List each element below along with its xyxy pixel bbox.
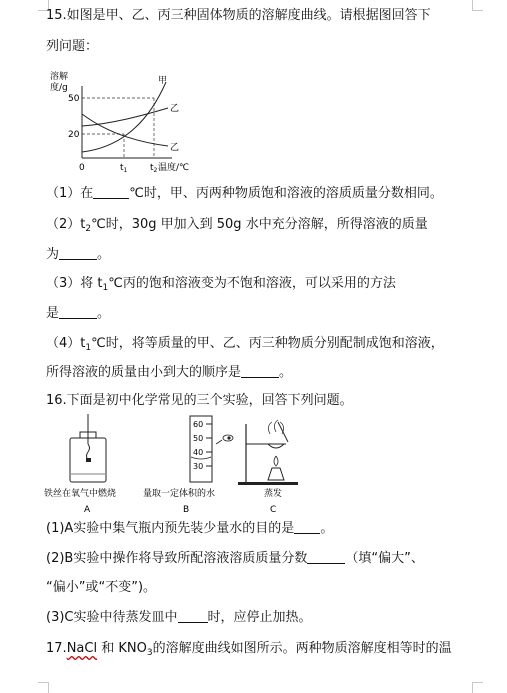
q15-part-4-cont-prefix: 所得溶液的质量由小到大的顺序是 (46, 365, 242, 380)
page-corner-mark (472, 682, 483, 693)
subscript: 3 (146, 648, 153, 658)
q15-part-1 (46, 185, 443, 203)
chart-x-tick-t1: $t_1$ (120, 163, 128, 174)
q17-text-b: 的溶解度曲线如图所示。两种物质溶解度相等时的温 (152, 641, 452, 656)
answer-blank[interactable] (178, 609, 208, 623)
q16-part-1 (46, 520, 333, 538)
q16-part-2-cont: “偏小”或“不变”)。 (46, 580, 157, 595)
q15-part-4-cont-suffix: 。 (279, 365, 293, 380)
chart-y-tick-20: 20 (68, 130, 80, 140)
q15-part-2-cont-suffix: 。 (97, 247, 111, 262)
q16-part-3-text: (3)C实验中待蒸发皿中 (46, 610, 178, 625)
answer-blank[interactable] (294, 520, 320, 534)
q15-part-3-prefix: （3）将 t (46, 276, 103, 291)
q15-part-3-cont (46, 305, 110, 323)
q16-part-1-suffix: 。 (320, 521, 334, 536)
experiment-c-evaporation (238, 420, 298, 485)
experiment-b-tick-50: 50 (193, 434, 204, 443)
answer-blank[interactable] (241, 364, 279, 378)
q16-part-3-suffix: 时，应停止加热。 (207, 610, 312, 625)
chart-x-tick-t2: $t_2$ (150, 163, 158, 174)
chart-ylabel-2: 度/g (50, 83, 68, 93)
q15-part-2-prefix: （2）t (46, 217, 86, 232)
experiment-a-letter: A (84, 505, 91, 514)
q15-intro-line-2: 列问题： (46, 39, 99, 54)
q16-part-2-suffix: （填“偏大”、 (345, 551, 424, 566)
q15-part-3-cont-prefix: 是 (46, 306, 60, 321)
q15-part-1-suffix: ℃时，甲、丙两种物质饱和溶液的溶质质量分数相同。 (129, 186, 443, 201)
q16-part-3 (46, 609, 312, 627)
q15-part-4 (46, 335, 444, 354)
answer-blank[interactable] (93, 185, 129, 199)
q15-part-4-cont (46, 364, 292, 382)
q16-part-1-text: (1)A实验中集气瓶内预先装少量水的目的是 (46, 521, 295, 536)
subscript: 1 (85, 343, 92, 353)
q15-part-3-cont-suffix: 。 (97, 306, 111, 321)
chart-y-tick-50: 50 (68, 94, 80, 104)
experiment-a-caption: 铁丝在氧气中燃烧 (44, 489, 117, 499)
page-corner-mark (472, 0, 483, 11)
chart-ylabel-1: 溶解 (50, 72, 69, 82)
q15-part-4-prefix: （4）t (46, 336, 86, 351)
experiment-b-caption: 量取一定体积的水 (143, 489, 216, 499)
q15-part-3 (46, 275, 396, 294)
q16-part-2-text: (2)B实验中操作将导致所配溶液溶质质量分数 (46, 551, 308, 566)
page-corner-mark (38, 682, 49, 693)
experiment-b-tick-60: 60 (193, 420, 204, 429)
q16-intro: 16.下面是初中化学常见的三个实验，回答下列问题。 (46, 393, 353, 408)
q16-part-2 (46, 550, 424, 568)
curve-label-yi: 乙 (170, 104, 180, 114)
experiment-b-tick-40: 40 (193, 448, 204, 457)
curve-yi (82, 108, 168, 126)
solubility-curve-chart (46, 68, 196, 176)
curve-label-jia: 甲 (158, 76, 168, 86)
chart-x-tick-0: 0 (79, 163, 85, 173)
experiment-b-tick-30: 30 (193, 462, 204, 471)
q17-number: 17. (46, 641, 67, 656)
q17-intro (46, 640, 452, 659)
answer-blank[interactable] (59, 305, 97, 319)
q17-nacl: NaCl (66, 641, 98, 656)
q15-intro-line-1: 15.如图是甲、乙、丙三种固体物质的溶解度曲线。请根据图回答下 (46, 8, 431, 23)
answer-blank[interactable] (59, 246, 97, 260)
q17-text-a: 和 KNO (97, 641, 147, 656)
q15-part-2-cont (46, 246, 110, 264)
subscript: 1 (102, 283, 109, 293)
answer-blank[interactable] (307, 550, 345, 564)
experiment-c-caption: 蒸发 (264, 489, 283, 499)
experiment-b-letter: B (183, 505, 190, 514)
q15-part-1-prefix: （1）在 (46, 186, 94, 201)
experiment-figures (40, 414, 370, 514)
subscript: 2 (85, 224, 92, 234)
q15-part-2-text: ℃时，30g 甲加入到 50g 水中充分溶解，所得溶液的质量 (91, 217, 428, 232)
experiment-c-letter: C (270, 505, 277, 514)
chart-xlabel: 温度/℃ (158, 163, 190, 173)
q15-part-4-text: ℃时，将等质量的甲、乙、丙三种物质分别配制成饱和溶液， (91, 336, 444, 351)
curve-label-bing: 乙 (170, 143, 180, 153)
experiment-a-bottle (70, 414, 106, 482)
q15-part-3-text: ℃丙的饱和溶液变为不饱和溶液，可以采用的方法 (108, 276, 396, 291)
q15-part-2 (46, 216, 428, 235)
q15-part-2-cont-prefix: 为 (46, 247, 60, 262)
